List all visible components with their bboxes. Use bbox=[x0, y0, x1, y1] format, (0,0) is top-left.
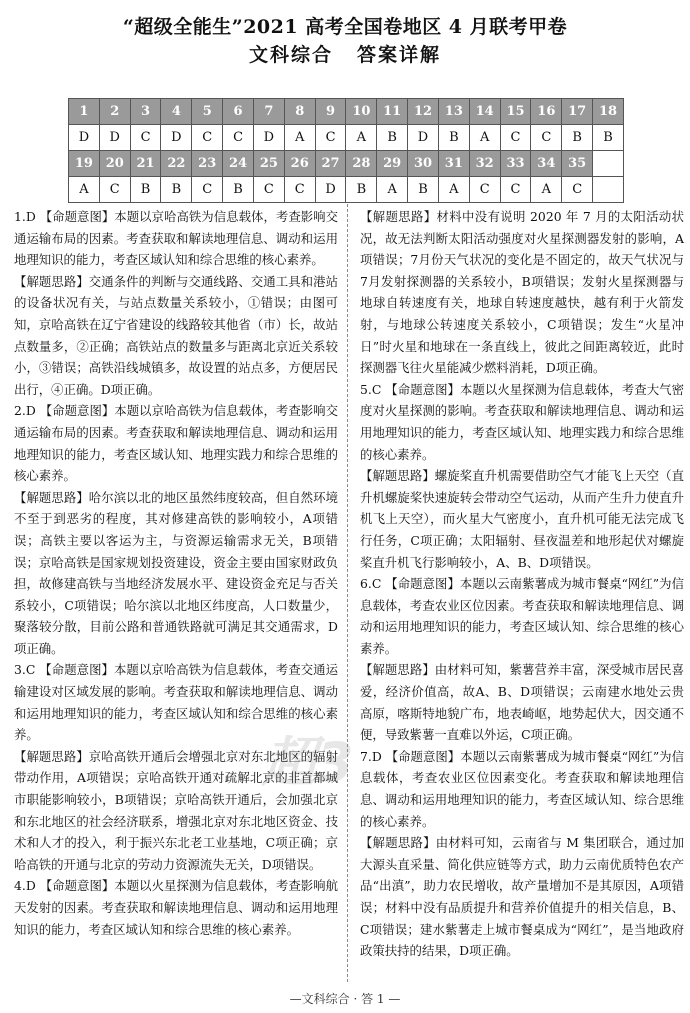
question-number: 3 bbox=[130, 99, 161, 125]
question-number: 2 bbox=[99, 99, 130, 125]
question-number: 9 bbox=[315, 99, 346, 125]
question-number: 17 bbox=[562, 99, 593, 125]
answer-letter: C bbox=[562, 177, 593, 203]
answer-letter: D bbox=[99, 125, 130, 151]
question-number: 19 bbox=[69, 151, 100, 177]
explanation-paragraph: 6.C 【命题意图】本题以云南紫薯成为城市餐桌“网红”为信息载体，考查农业区位因素。考查获取和解读地理信息、调动和运用地理知识的能力，考查区域认知、综合思维的核心素养。 bbox=[360, 576, 684, 656]
question-number: 23 bbox=[192, 151, 223, 177]
question-number: 15 bbox=[500, 99, 531, 125]
explanation-paragraph: 【解题思路】哈尔滨以北的地区虽然纬度较高，但自然环境不至于到恶劣的程度，其对修建高铁的影响较小，A项错误；高铁主要以客运为主，与资源运输需求无关，B项错误；京哈高铁是国家规划投资建设，资金主要由国家财政负担，故修建高铁与当地经济发展水平、建设资金充足与否关系较小，C项错误；哈尔滨以北地区纬度高，人口数量少，聚落较分散，目前公路和普通铁路就可满足其交通需求，D项正确。 bbox=[14, 489, 338, 656]
answer-letter: B bbox=[223, 177, 254, 203]
question-number: 24 bbox=[223, 151, 254, 177]
question-number: 32 bbox=[469, 151, 500, 177]
empty-cell bbox=[593, 151, 624, 177]
answer-letter: D bbox=[408, 125, 439, 151]
answer-letter: A bbox=[69, 177, 100, 203]
answer-letter: B bbox=[161, 177, 192, 203]
explanation-paragraph: 【解题思路】由材料可知，紫薯营养丰富，深受城市居民喜爱，经济价值高，故A、B、D项错误；云南建水地处云贵高原，喀斯特地貌广布，地表崎岖，地势起伏大，因交通不便，导致紫薯一直难以外运，C项正确。 bbox=[360, 662, 684, 743]
explanation-paragraph: 【解题思路】由材料可知，云南省与 M 集团联合，通过加大源头直采量、简化供应链等方式，助力云南优质特色农产品“出滇”，助力农民增收，故产量增加不是其原因，A项错误；材料中没有品质提升和营养价值提升的相关信息，B、C项错误；建水紫薯走上城市餐桌成为“网红”，是当地政府政策扶持的结果，D项正确。 bbox=[360, 835, 684, 959]
answer-table-row-numbers-2 bbox=[69, 151, 624, 177]
question-number: 20 bbox=[99, 151, 130, 177]
watermark-logo: 超3 bbox=[262, 731, 354, 794]
question-number: 8 bbox=[284, 99, 315, 125]
question-number: 7 bbox=[253, 99, 284, 125]
question-number: 11 bbox=[377, 99, 408, 125]
explanation-paragraph: 5.C 【命题意图】本题以火星探测为信息载体，考查大气密度对火星探测的影响。考查获取和解读地理信息、调动和运用地理知识的能力，考查区域认知、地理实践力和综合思维的核心素养。 bbox=[360, 381, 684, 462]
question-number: 18 bbox=[593, 99, 624, 125]
question-number: 26 bbox=[284, 151, 315, 177]
question-number: 34 bbox=[531, 151, 562, 177]
answer-letter: A bbox=[284, 125, 315, 151]
question-number: 1 bbox=[69, 99, 100, 125]
explanation-paragraph: 【解题思路】京哈高铁开通后会增强北京对东北地区的辐射带动作用，A项错误；京哈高铁开通对疏解北京的非首都城市职能影响较小，B项错误；京哈高铁开通后，会加强北京和东北地区的社会经济联系，增强北京对东北地区资金、技术和人才的投入，利于振兴东北老工业基地，C项正确；京哈高铁的开通与北京的劳动力资源流失无关，D项错误。 bbox=[14, 748, 338, 872]
answer-letter: D bbox=[253, 125, 284, 151]
answer-letter: B bbox=[562, 125, 593, 151]
answer-letter: B bbox=[408, 177, 439, 203]
question-number: 13 bbox=[438, 99, 469, 125]
question-number: 14 bbox=[469, 99, 500, 125]
right-column bbox=[360, 206, 684, 962]
answer-letter: C bbox=[315, 125, 346, 151]
answer-letter: B bbox=[346, 177, 377, 203]
answer-letter: A bbox=[377, 177, 408, 203]
answer-letter: D bbox=[161, 125, 192, 151]
answer-letter: C bbox=[253, 177, 284, 203]
answer-table bbox=[68, 98, 624, 203]
question-number: 21 bbox=[130, 151, 161, 177]
question-number: 25 bbox=[253, 151, 284, 177]
subtitle-part2: 答案详解 bbox=[357, 44, 442, 66]
answer-letter: C bbox=[469, 177, 500, 203]
empty-cell bbox=[593, 177, 624, 203]
answer-table-row-answers-2 bbox=[69, 177, 624, 203]
answer-letter: C bbox=[130, 125, 161, 151]
answer-letter: D bbox=[315, 177, 346, 203]
question-number: 28 bbox=[346, 151, 377, 177]
answer-letter: C bbox=[192, 125, 223, 151]
answer-letter: B bbox=[593, 125, 624, 151]
question-number: 6 bbox=[223, 99, 254, 125]
answer-letter: A bbox=[438, 177, 469, 203]
answer-letter: B bbox=[377, 125, 408, 151]
question-number: 4 bbox=[161, 99, 192, 125]
subtitle-part1: 文科综合 bbox=[248, 44, 333, 66]
explanation-paragraph: 1.D 【命题意图】本题以京哈高铁为信息载体，考查影响交通运输布局的因素。考查获取和解读地理信息、调动和运用地理知识的能力，考查区域认知和综合思维的核心素养。 bbox=[14, 209, 338, 268]
header bbox=[0, 0, 690, 68]
answer-letter: A bbox=[469, 125, 500, 151]
answer-letter: C bbox=[223, 125, 254, 151]
question-number: 12 bbox=[408, 99, 439, 125]
answer-letter: D bbox=[69, 125, 100, 151]
left-column bbox=[14, 206, 338, 940]
explanation-paragraph: 【解题思路】材料中没有说明 2020 年 7 月的太阳活动状况，故无法判断太阳活动强度对火星探测器发射的影响，A项错误；7月份天气状况的变化是不固定的，故天气状况与7月发射探测器的关系较小，B项错误；发射火星探测器与地球自转速度有关，地球自转速度越快，越有利于火箭发射，与地球公转速度关系较小，C项错误；发生“火星冲日”时火星和地球在一条直线上，彼此之间距离较近，此时探测器飞往火星能减少燃料消耗，D项正确。 bbox=[360, 209, 684, 376]
explanation-paragraph: 7.D 【命题意图】本题以云南紫薯成为城市餐桌“网红”为信息载体，考查农业区位因素变化。考查获取和解读地理信息、调动和运用地理知识的能力，考查区域认知、综合思维的核心素养。 bbox=[360, 748, 684, 829]
question-number: 27 bbox=[315, 151, 346, 177]
answer-letter: B bbox=[130, 177, 161, 203]
answer-letter: C bbox=[531, 125, 562, 151]
page-subtitle bbox=[0, 42, 690, 68]
answer-letter: C bbox=[99, 177, 130, 203]
explanation-paragraph: 【解题思路】螺旋桨直升机需要借助空气才能飞上天空（直升机螺旋桨快速旋转会带动空气运动，从而产生升力使直升机飞上天空），而火星大气密度小，直升机可能无法完成飞行任务，C项正确；太阳辐射、昼夜温差和地形起伏对螺旋桨直升机飞行影响较小，A、B、D项错误。 bbox=[360, 468, 684, 570]
answer-letter: A bbox=[346, 125, 377, 151]
answer-letter: B bbox=[438, 125, 469, 151]
page-title: “超级全能生”2021 高考全国卷地区 4 月联考甲卷 bbox=[122, 16, 568, 38]
page-footer: —文科综合 · 答 1 — bbox=[289, 992, 401, 1006]
question-number: 29 bbox=[377, 151, 408, 177]
answer-letter: C bbox=[500, 125, 531, 151]
explanation-paragraph: 4.D 【命题意图】本题以火星探测为信息载体，考查影响航天发射的因素。考查获取和解读地理信息、调动和运用地理知识的能力，考查区域认知和综合思维的核心素养。 bbox=[14, 878, 338, 937]
answer-table-row-answers-1 bbox=[69, 125, 624, 151]
explanation-paragraph: 【解题思路】交通条件的判断与交通线路、交通工具和港站的设备状况有关，与站点数量关系较小，①错误；由图可知，京哈高铁在辽宁省建设的线路较其他省（市）长，故站点数量多，②正确；高铁站点的数量多与距离北京近关系较小，③错误；高铁沿线城镇多，故设置的站点多，方便居民出行，④正确。D项正确。 bbox=[14, 273, 338, 397]
question-number: 10 bbox=[346, 99, 377, 125]
question-number: 16 bbox=[531, 99, 562, 125]
question-number: 33 bbox=[500, 151, 531, 177]
answer-letter: C bbox=[192, 177, 223, 203]
question-number: 31 bbox=[438, 151, 469, 177]
explanation-paragraph: 2.D 【命题意图】本题以京哈高铁为信息载体，考查影响交通运输布局的因素。考查获取和解读地理信息、调动和运用地理知识的能力，考查区域认知、地理实践力和综合思维的核心素养。 bbox=[14, 403, 338, 484]
answer-table-row-numbers-1 bbox=[69, 99, 624, 125]
question-number: 22 bbox=[161, 151, 192, 177]
answer-letter: A bbox=[531, 177, 562, 203]
answer-letter: C bbox=[500, 177, 531, 203]
column-divider bbox=[347, 204, 348, 982]
question-number: 30 bbox=[408, 151, 439, 177]
question-number: 35 bbox=[562, 151, 593, 177]
question-number: 5 bbox=[192, 99, 223, 125]
explanation-paragraph: 3.C 【命题意图】本题以京哈高铁为信息载体，考查交通运输建设对区域发展的影响。考查获取和解读地理信息、调动和运用地理知识的能力，考查区域认知和综合思维的核心素养。 bbox=[14, 662, 338, 743]
answer-letter: C bbox=[284, 177, 315, 203]
